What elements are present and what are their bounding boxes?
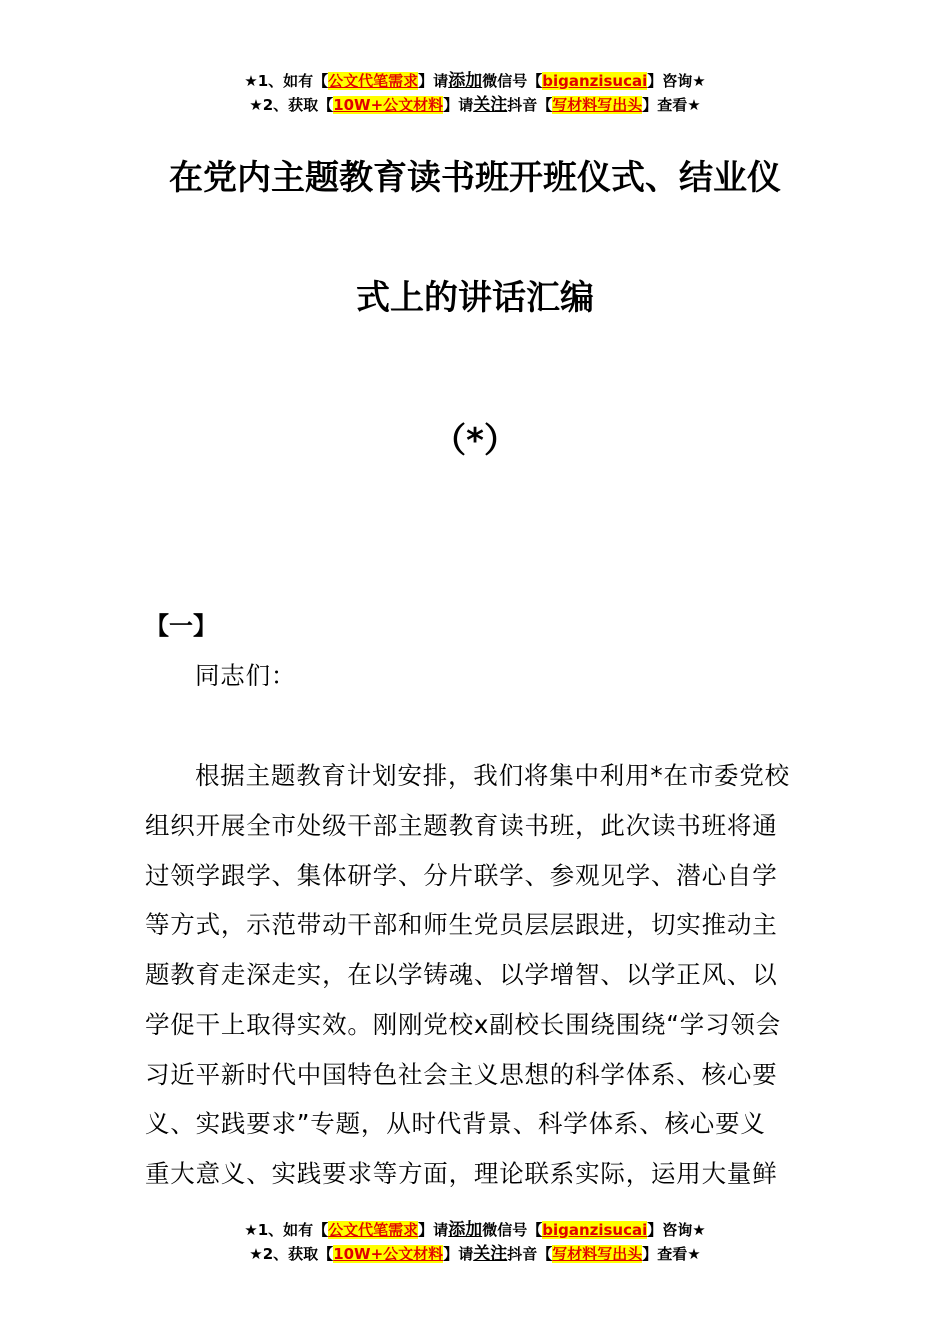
ad-text: 微信号【 [482, 72, 543, 90]
ad-highlight: 10W+公文材料 [333, 1245, 444, 1263]
ad-line-1 [0, 69, 950, 93]
ad-text: 】请 [418, 1221, 449, 1239]
ad-highlight: 公文代笔需求 [328, 72, 419, 90]
ad-highlight: 公文代笔需求 [328, 1221, 419, 1239]
body-line: 义、实践要求”专题，从时代背景、科学体系、核心要义 [145, 1109, 766, 1138]
ad-emphasis: 添加 [448, 1220, 483, 1240]
wechat-id-link[interactable]: biganzisucai [542, 1221, 648, 1239]
page-title-line-3: （*） [432, 421, 518, 461]
ad-text: ★2、获取【 [249, 1245, 334, 1263]
ad-text: 微信号【 [482, 1221, 543, 1239]
ad-emphasis: 关注 [473, 1244, 508, 1264]
ad-text: 抖音【 [507, 96, 553, 114]
ad-line-2 [0, 93, 950, 117]
body-line: 题教育走深走实，在以学铸魂、以学增智、以学正风、以 [145, 960, 778, 989]
wechat-id-link[interactable]: biganzisucai [542, 72, 648, 90]
section-heading: 【一】 [145, 612, 217, 640]
ad-text: 】请 [418, 72, 449, 90]
footer-ad-line-1 [0, 1218, 950, 1242]
ad-text: 】查看★ [642, 96, 701, 114]
ad-text: ★1、如有【 [244, 72, 329, 90]
body-line: 根据主题教育计划安排，我们将集中利用*在市委党校 [195, 761, 790, 790]
ad-text: 】咨询★ [647, 72, 706, 90]
ad-emphasis: 关注 [473, 95, 508, 115]
douyin-link[interactable]: 写材料写出头 [552, 1245, 643, 1263]
ad-text: 】咨询★ [647, 1221, 706, 1239]
ad-text: ★2、获取【 [249, 96, 334, 114]
page-title-line-1: 在党内主题教育读书班开班仪式、结业仪 [169, 158, 781, 198]
ad-text: ★1、如有【 [244, 1221, 329, 1239]
douyin-link[interactable]: 写材料写出头 [552, 96, 643, 114]
ad-text: 】查看★ [642, 1245, 701, 1263]
ad-text: 】请 [443, 96, 474, 114]
body-line: 学促干上取得实效。刚刚党校x副校长围绕围绕“学习领会 [145, 1010, 781, 1039]
ad-highlight: 10W+公文材料 [333, 96, 444, 114]
body-line: 过领学跟学、集体研学、分片联学、参观见学、潜心自学 [145, 861, 778, 890]
salutation: 同志们： [195, 661, 297, 690]
footer-ad-line-2 [0, 1242, 950, 1266]
body-line: 习近平新时代中国特色社会主义思想的科学体系、核心要 [145, 1060, 778, 1089]
page-title-line-2: 式上的讲话汇编 [356, 278, 594, 318]
ad-text: 抖音【 [507, 1245, 553, 1263]
ad-text: 】请 [443, 1245, 474, 1263]
body-line: 等方式，示范带动干部和师生党员层层跟进，切实推动主 [145, 910, 778, 939]
body-line: 重大意义、实践要求等方面，理论联系实际，运用大量鲜 [145, 1159, 778, 1188]
ad-emphasis: 添加 [448, 71, 483, 91]
body-line: 组织开展全市处级干部主题教育读书班，此次读书班将通 [145, 811, 778, 840]
